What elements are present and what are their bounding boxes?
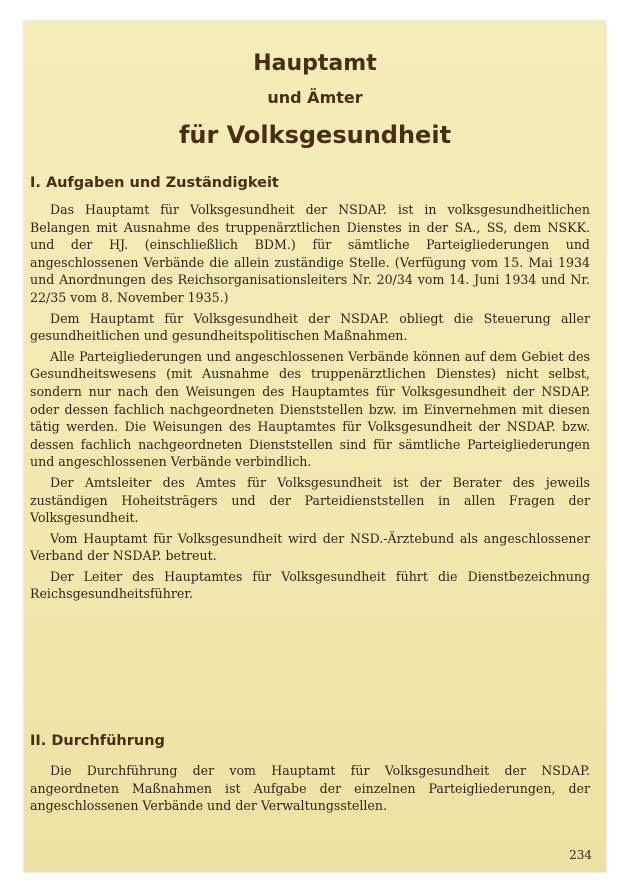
paragraph: Alle Parteigliederungen und angeschlossenen Verbände können auf dem Gebiet des Gesundheitswesens (mit Ausnahme des truppenärztlichen Dienstes) nicht selbst, sondern nur nach den Weisungen des Hauptamtes für Volksgesundheit der NSDAP. oder dessen fachlich nachgeordneten Dienststellen bzw. im Einvernehmen mit diesen tätig werden. Die Weisungen des Hauptamtes für Volksgesundheit der NSDAP. bzw. dessen fachlich nachgeordneten Dienststellen sind für sämtliche Parteigliederungen und angeschlossenen Verbände verbindlich. <box>30 348 590 470</box>
title-line-3: für Volksgesundheit <box>178 121 452 149</box>
section-1-body <box>30 201 590 606</box>
page-number: 234 <box>569 848 592 862</box>
paragraph: Die Durchführung der vom Hauptamt für Volksgesundheit der NSDAP. angeordneten Maßnahmen ist Aufgabe der einzelnen Parteigliederungen, der angeschlossenen Verbände und der Verwaltungsstellen. <box>30 763 590 814</box>
paragraph: Der Leiter des Hauptamtes für Volksgesundheit führt die Dienstbezeichnung Reichsgesundheitsführer. <box>30 568 590 602</box>
section-2-heading: II. Durchführung <box>30 733 165 749</box>
title-line-1: Hauptamt <box>253 51 377 76</box>
section-1-heading: I. Aufgaben und Zuständigkeit <box>30 175 279 191</box>
paragraph: Dem Hauptamt für Volksgesundheit der NSDAP. obliegt die Steuerung aller gesundheitlichen und gesundheitspolitischen Maßnahmen. <box>30 310 590 344</box>
paragraph: Der Amtsleiter des Amtes für Volksgesundheit ist der Berater des jeweils zuständigen Hoheitsträgers und der Parteidienststellen in allen Fragen der Volksgesundheit. <box>30 474 590 526</box>
document-page <box>24 21 606 872</box>
title-line-2: und Ämter <box>267 88 363 107</box>
paragraph: Vom Hauptamt für Volksgesundheit wird der NSD.-Ärztebund als angeschlossener Verband der NSDAP. betreut. <box>30 530 590 564</box>
paragraph: Das Hauptamt für Volksgesundheit der NSDAP. ist in volksgesundheitlichen Belangen mit Ausnahme des truppenärztlichen Dienstes in der SA., SS, dem NSKK. und der HJ. (einschließlich BDM.) für sämtliche Parteigliederungen und angeschlossenen Verbände die allein zuständige Stelle. (Verfügung vom 15. Mai 1934 und Anordnungen des Reichsorganisationsleiters Nr. 20/34 vom 14. Juni 1934 und Nr. 22/35 vom 8. November 1935.) <box>30 202 590 305</box>
title-block <box>24 49 606 151</box>
section-2-body <box>30 762 590 818</box>
